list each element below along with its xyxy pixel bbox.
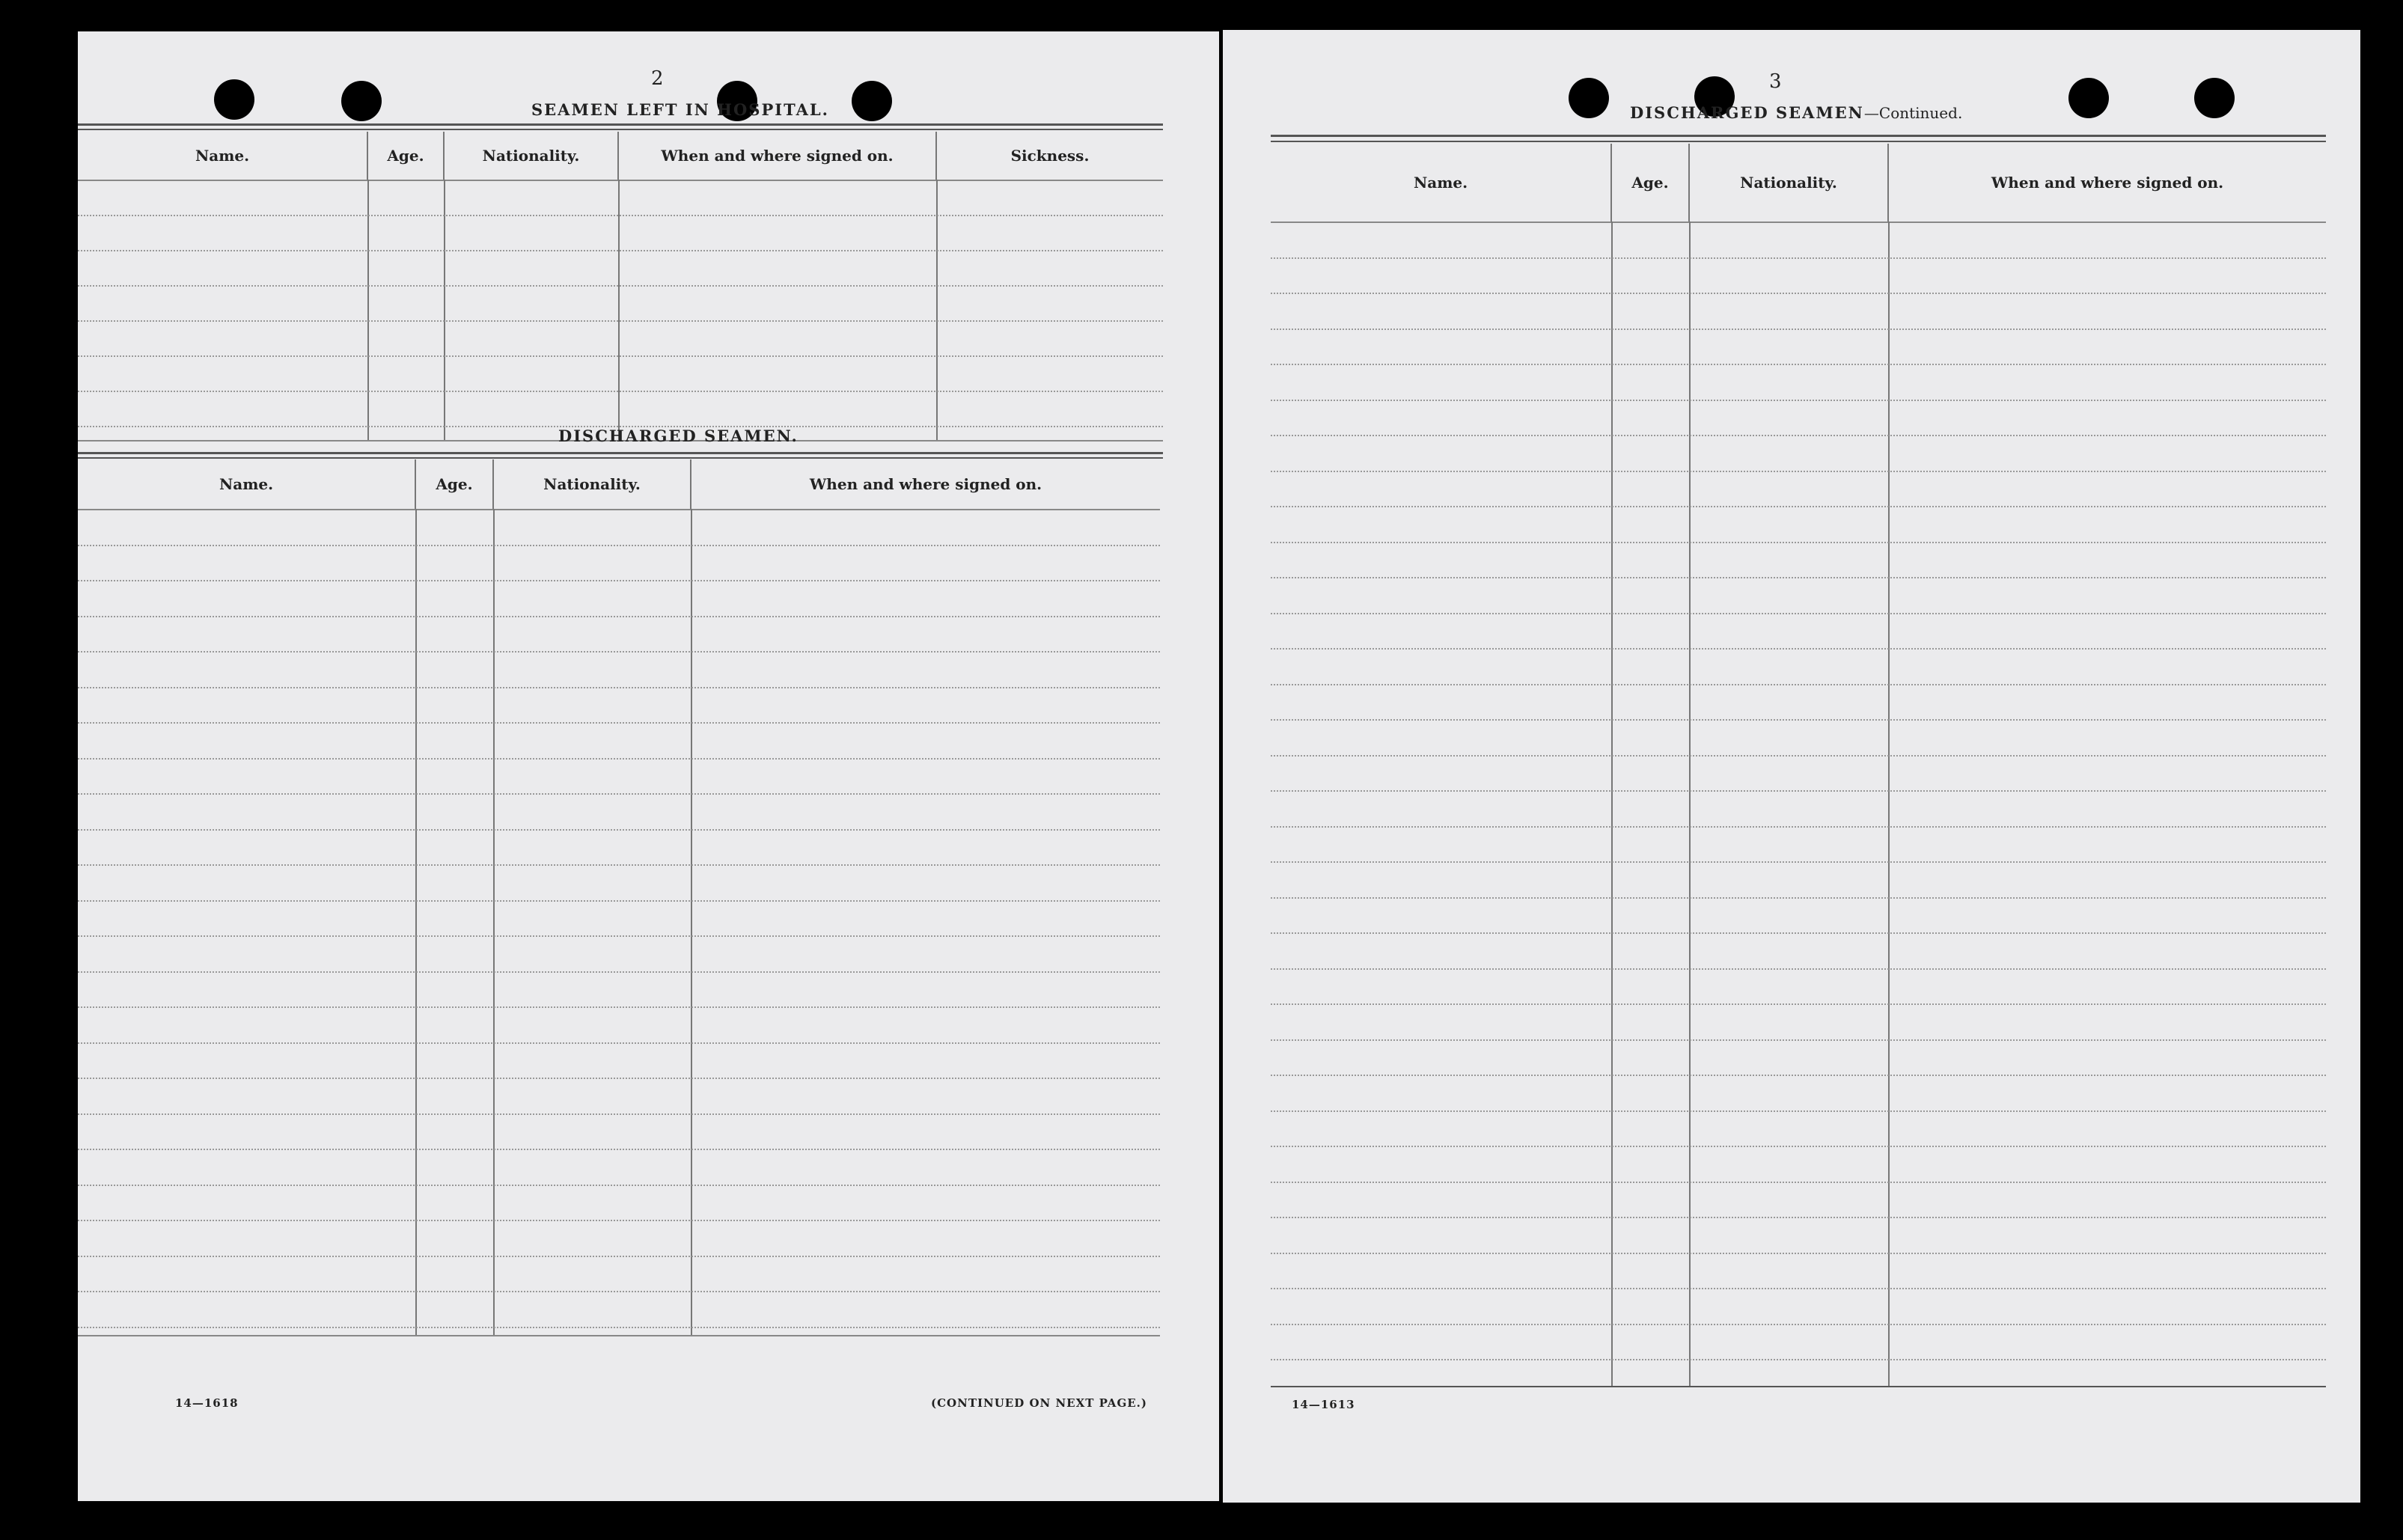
blank-entry-row: [78, 1220, 1160, 1221]
column-divider: [936, 180, 938, 440]
blank-entry-row: [1271, 293, 2326, 294]
hospital-table: [78, 132, 1163, 413]
blank-entry-row: [1271, 719, 2326, 721]
column-divider: [367, 180, 369, 440]
blank-entry-row: [78, 1113, 1160, 1115]
blank-entry-row: [78, 793, 1160, 795]
blank-entry-row: [78, 215, 1163, 216]
blank-entry-row: [1271, 471, 2326, 472]
blank-entry-row: [1271, 400, 2326, 401]
header-underline: [1271, 221, 2326, 223]
blank-entry-row: [1271, 1039, 2326, 1041]
col-header-when-where: When and where signed on.: [619, 132, 937, 180]
discharged-continued-title: [1630, 103, 1962, 122]
blank-entry-row: [1271, 932, 2326, 934]
blank-entry-row: [78, 616, 1160, 617]
punch-hole: [1569, 78, 1609, 118]
col-header-name: Name.: [78, 459, 416, 509]
hospital-table-header: [78, 132, 1163, 180]
col-header-nationality: Nationality.: [1690, 144, 1889, 221]
top-rule: [1271, 135, 2326, 137]
punch-hole: [852, 81, 892, 121]
blank-entry-row: [1271, 826, 2326, 828]
column-divider: [618, 180, 620, 440]
blank-entry-row: [1271, 1003, 2326, 1005]
blank-entry-row: [1271, 577, 2326, 578]
blank-entry-row: [1271, 861, 2326, 863]
blank-entry-row: [78, 580, 1160, 581]
column-divider: [415, 509, 417, 1335]
col-header-name: Name.: [78, 132, 368, 180]
discharged-table: [78, 459, 1160, 1351]
top-rule-2: [1271, 141, 2326, 142]
table-bottom-rule: [78, 1335, 1160, 1336]
blank-entry-row: [1271, 506, 2326, 507]
blank-entry-row: [78, 1149, 1160, 1150]
left-page: [78, 31, 1219, 1501]
blank-entry-row: [78, 864, 1160, 866]
blank-entry-row: [1271, 1075, 2326, 1076]
blank-entry-row: [78, 935, 1160, 937]
blank-entry-row: [78, 285, 1163, 287]
blank-entry-row: [1271, 648, 2326, 650]
column-divider: [444, 180, 445, 440]
blank-entry-row: [78, 900, 1160, 902]
punch-hole: [2194, 78, 2235, 118]
blank-entry-row: [78, 971, 1160, 973]
hospital-top-rule: [78, 123, 1163, 126]
blank-entry-row: [78, 758, 1160, 760]
blank-entry-row: [1271, 613, 2326, 614]
punch-hole: [214, 79, 254, 120]
blank-entry-row: [1271, 1324, 2326, 1325]
blank-entry-row: [78, 651, 1160, 653]
blank-entry-row: [1271, 435, 2326, 436]
bottom-rule: [1271, 1386, 2326, 1387]
discharged-top-rule-2: [78, 457, 1163, 459]
blank-entry-row: [1271, 897, 2326, 899]
col-header-nationality: Nationality.: [445, 132, 619, 180]
header-underline: [78, 180, 1163, 181]
blank-entry-row: [78, 1291, 1160, 1292]
blank-entry-row: [1271, 1359, 2326, 1360]
discharged-table-header: [78, 459, 1160, 509]
discharged-section-title: DISCHARGED SEAMEN.: [558, 427, 799, 445]
discharged-top-rule: [78, 452, 1163, 454]
col-header-age: Age.: [1612, 144, 1690, 221]
blank-entry-row: [1271, 1288, 2326, 1289]
col-header-nationality: Nationality.: [494, 459, 691, 509]
blank-entry-row: [78, 1006, 1160, 1008]
col-header-age: Age.: [416, 459, 494, 509]
column-divider: [493, 509, 495, 1335]
blank-entry-row: [1271, 968, 2326, 970]
blank-entry-row: [1271, 1110, 2326, 1112]
blank-entry-row: [78, 391, 1163, 392]
blank-entry-row: [1271, 684, 2326, 685]
blank-entry-row: [1271, 364, 2326, 365]
blank-entry-row: [1271, 790, 2326, 792]
col-header-when-where: When and where signed on.: [809, 475, 1042, 493]
title-suffix: —Continued.: [1863, 104, 1963, 122]
blank-entry-row: [1271, 1146, 2326, 1147]
blank-entry-row: [1271, 1182, 2326, 1183]
page-number: 3: [1769, 70, 1782, 93]
blank-entry-row: [78, 1042, 1160, 1044]
blank-entry-row: [78, 1185, 1160, 1186]
blank-entry-row: [1271, 542, 2326, 543]
blank-entry-row: [78, 687, 1160, 688]
blank-entry-row: [78, 320, 1163, 322]
header-underline: [78, 509, 1160, 510]
punch-hole: [341, 81, 382, 121]
column-divider: [1689, 221, 1691, 1386]
blank-entry-row: [1271, 1217, 2326, 1218]
hospital-section-title: SEAMEN LEFT IN HOSPITAL.: [531, 100, 829, 119]
blank-entry-row: [78, 829, 1160, 831]
blank-entry-row: [78, 545, 1160, 546]
continued-note: (CONTINUED ON NEXT PAGE.): [931, 1396, 1148, 1410]
col-header-when-where: When and where signed on.: [1991, 174, 2224, 192]
punch-hole: [2068, 78, 2109, 118]
title-main: DISCHARGED SEAMEN: [1630, 103, 1864, 122]
discharged-continued-table: [1271, 144, 2326, 1386]
form-number: 14—1613: [1292, 1398, 1355, 1411]
page-number: 2: [651, 67, 664, 90]
blank-entry-row: [1271, 329, 2326, 330]
col-header-age: Age.: [368, 132, 445, 180]
right-table-header: [1271, 144, 2326, 221]
blank-entry-row: [1271, 755, 2326, 757]
column-divider: [691, 509, 692, 1335]
blank-entry-row: [78, 355, 1163, 357]
column-divider: [1888, 221, 1890, 1386]
hospital-top-rule-2: [78, 129, 1163, 130]
form-number: 14—1618: [175, 1396, 239, 1410]
blank-entry-row: [1271, 257, 2326, 259]
blank-entry-row: [78, 1256, 1160, 1257]
blank-entry-row: [78, 250, 1163, 251]
blank-entry-row: [1271, 1253, 2326, 1254]
blank-entry-row: [78, 1327, 1160, 1328]
col-header-sickness: Sickness.: [1010, 147, 1090, 165]
blank-entry-row: [78, 1078, 1160, 1079]
blank-entry-row: [78, 722, 1160, 724]
right-page: [1223, 30, 2360, 1503]
column-divider: [1611, 221, 1613, 1386]
col-header-name: Name.: [1271, 144, 1612, 221]
